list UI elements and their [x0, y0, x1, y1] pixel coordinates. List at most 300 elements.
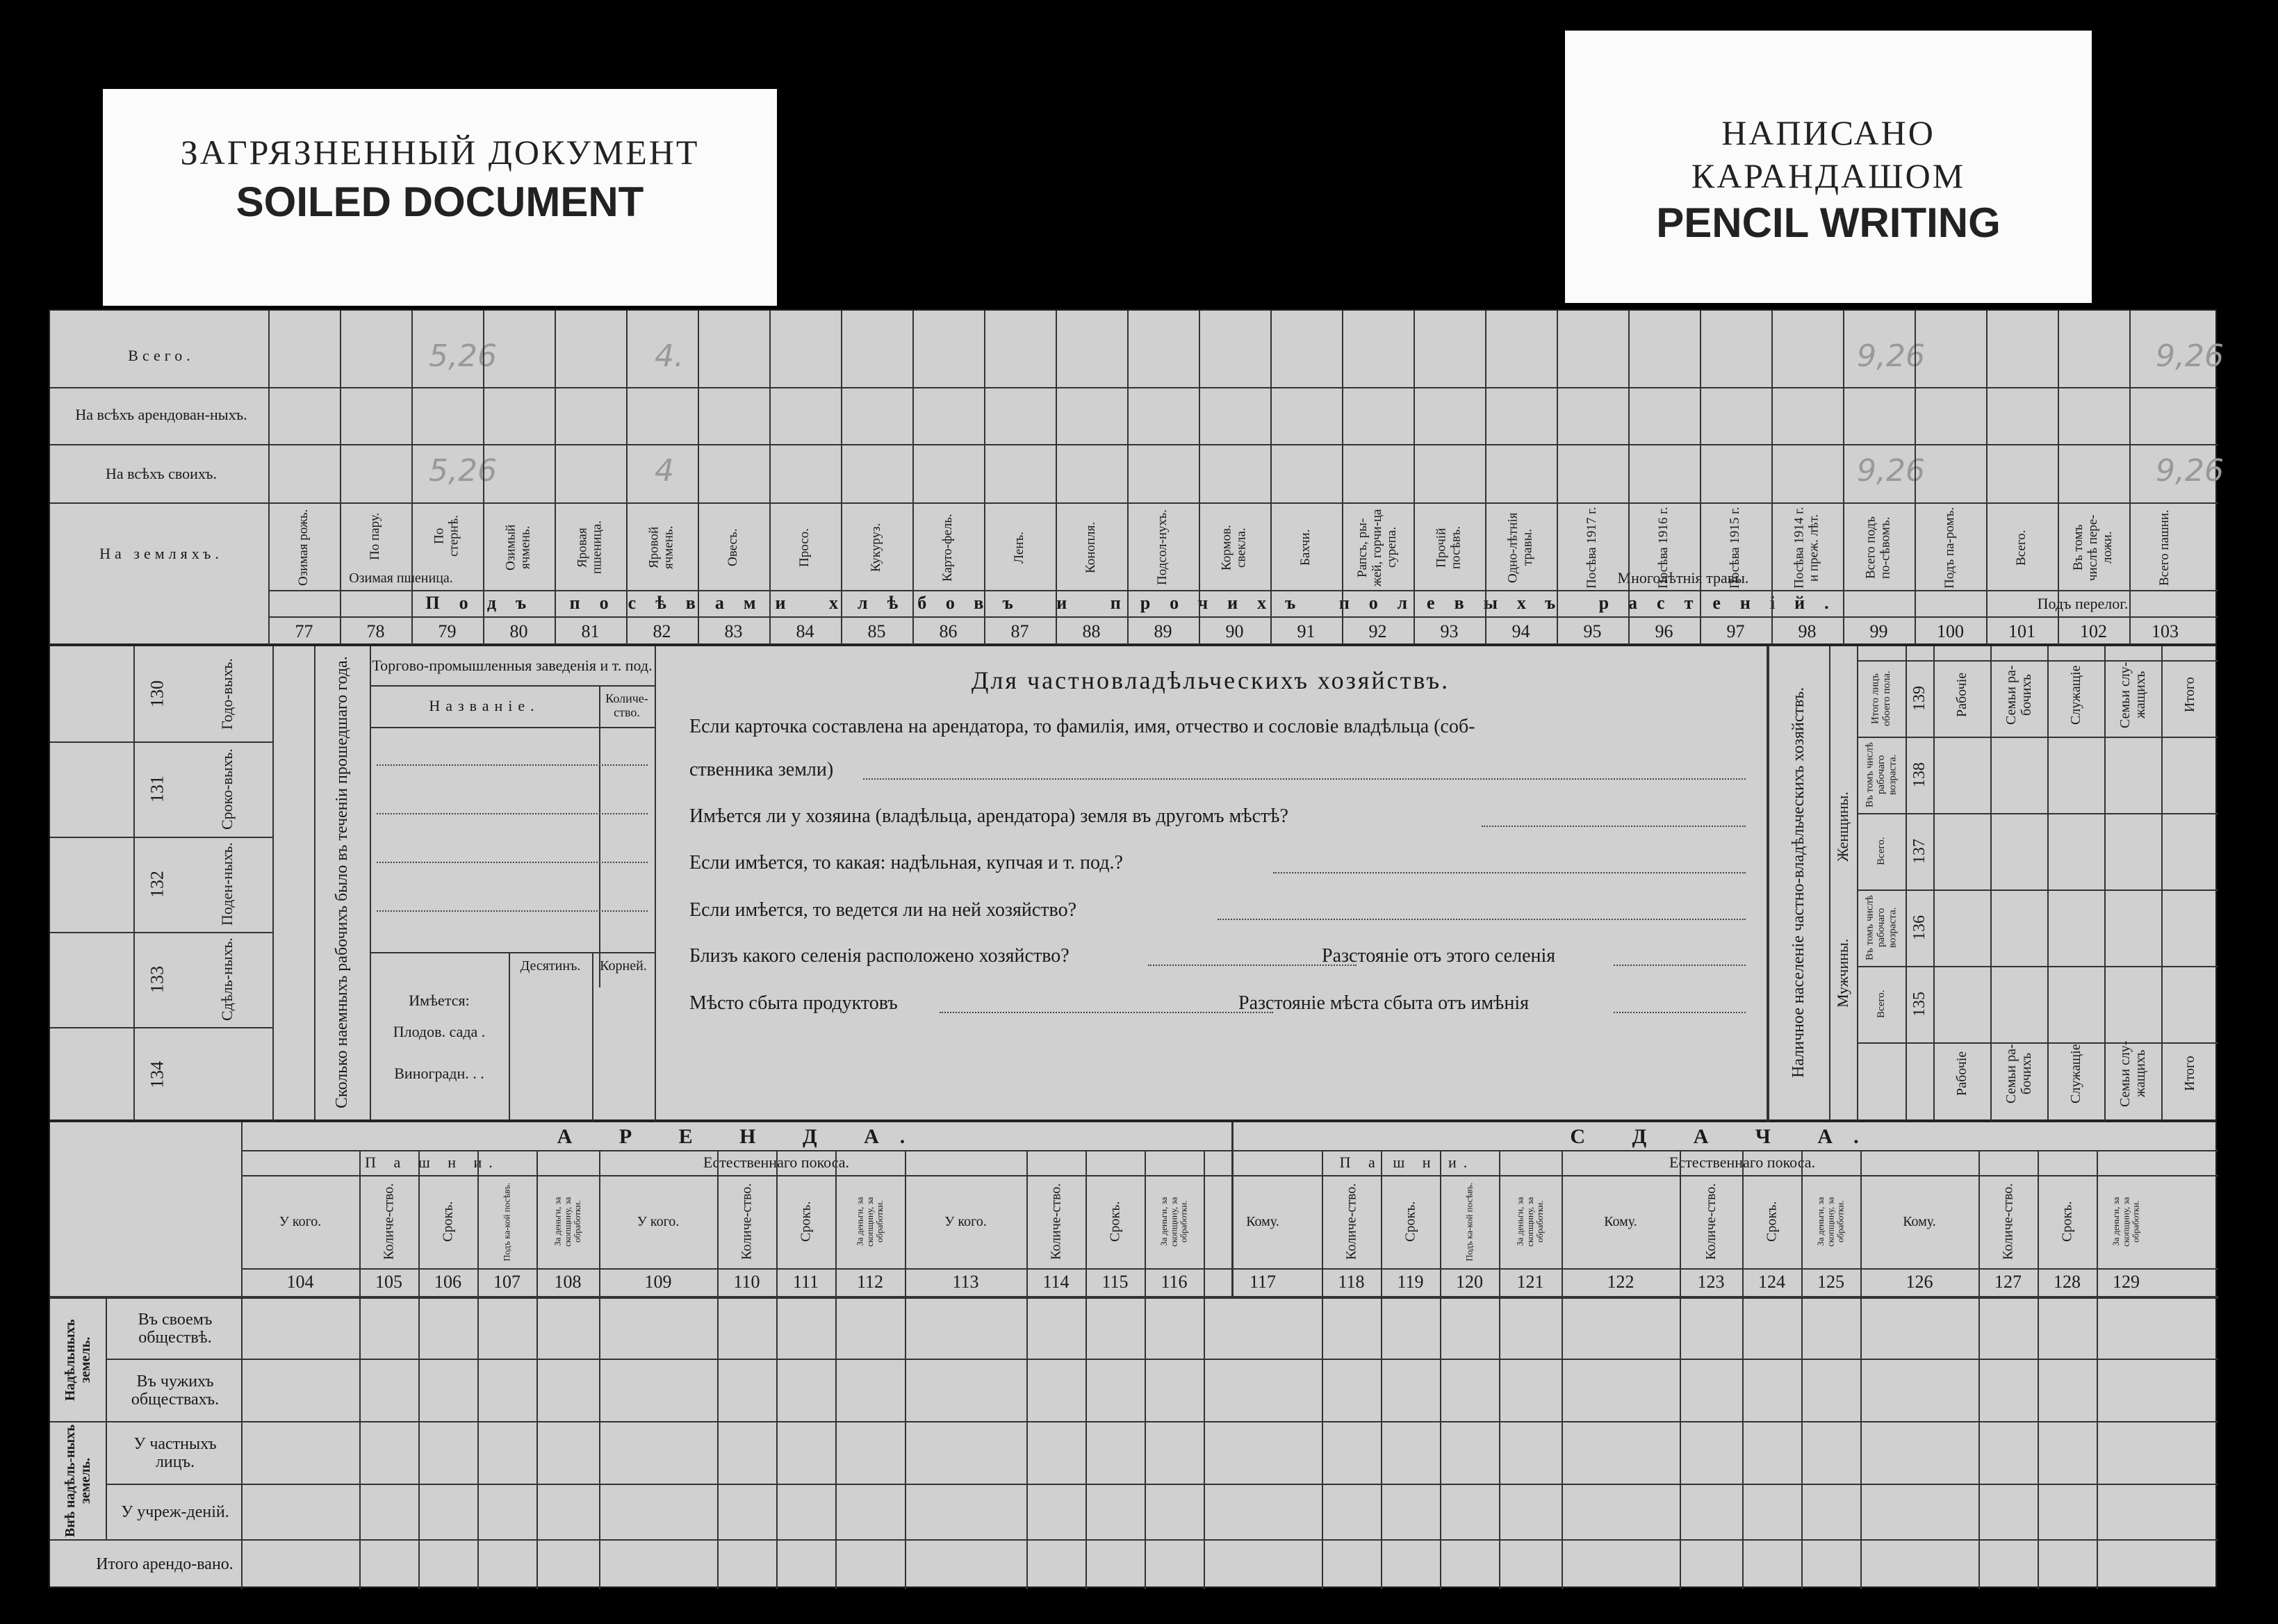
rent-value-cell[interactable] — [418, 1360, 477, 1421]
rent-value-cell[interactable] — [1978, 1485, 2038, 1539]
crop-column-header: Конопля. — [1083, 521, 1099, 574]
crop-value-cell[interactable] — [2058, 387, 2129, 444]
crop-value-cell[interactable] — [555, 387, 626, 444]
crop-column-number: 90 — [1225, 621, 1244, 641]
rent-value-cell[interactable] — [1204, 1299, 1322, 1359]
crop-value-cell[interactable] — [698, 311, 769, 387]
rent-value-cell[interactable] — [1440, 1360, 1499, 1421]
census-card — [49, 309, 2224, 1588]
worker-value-cell[interactable] — [50, 646, 133, 741]
crop-value-cell[interactable] — [1843, 444, 1915, 502]
crop-value-cell[interactable] — [2129, 311, 2201, 387]
rent-value-cell[interactable] — [241, 1541, 359, 1588]
crop-column-number: 82 — [653, 621, 671, 641]
crop-value-cell[interactable] — [1915, 444, 1986, 502]
row-chuzhih: Въ чужихъ обществахъ. — [131, 1372, 220, 1409]
pencil-label-ru-1: НАПИСАНО — [1721, 113, 1935, 152]
crop-value-cell[interactable] — [340, 311, 411, 387]
crop-value-cell[interactable] — [1771, 444, 1843, 502]
crop-value-cell[interactable] — [698, 387, 769, 444]
crop-value-cell[interactable] — [1199, 387, 1270, 444]
rent-value-cell[interactable] — [1562, 1360, 1680, 1421]
crop-value-cell[interactable] — [340, 387, 411, 444]
rent-column-number: 129 — [2113, 1271, 2140, 1292]
crop-value-cell[interactable] — [626, 311, 698, 387]
rent-column-number: 104 — [286, 1271, 314, 1292]
rent-value-cell[interactable] — [1978, 1422, 2038, 1484]
rent-value-cell[interactable] — [905, 1541, 1026, 1588]
worker-number: 130 — [147, 680, 167, 707]
crop-value-cell[interactable] — [268, 444, 340, 502]
rent-value-cell[interactable] — [1145, 1360, 1204, 1421]
crop-column-number: 97 — [1726, 621, 1745, 641]
worker-number: 131 — [147, 776, 167, 803]
rent-value-cell[interactable] — [1860, 1422, 1978, 1484]
rent-column-header: Количе-ство. — [739, 1183, 755, 1261]
rent-value-cell[interactable] — [2097, 1422, 2156, 1484]
middle-section — [49, 645, 2217, 1121]
crop-column-header: Озимый ячмень. — [503, 524, 533, 571]
rent-value-cell[interactable] — [536, 1299, 599, 1359]
rent-value-cell[interactable] — [1381, 1360, 1440, 1421]
rent-value-cell[interactable] — [1381, 1541, 1440, 1588]
rule — [1218, 919, 1746, 920]
private-line-3: Имѣется ли у хозяина (владѣльца, арендатора) земля въ другомъ мѣстѣ? — [689, 805, 1288, 827]
crop-value-cell[interactable] — [984, 387, 1056, 444]
pop-row-number: 136 — [1910, 915, 1928, 940]
rent-value-cell[interactable] — [1978, 1360, 2038, 1421]
torg-title: Торгово-промышленныя заведенія и т. под. — [372, 656, 653, 674]
crop-table — [49, 309, 2224, 645]
crop-value-cell[interactable] — [769, 311, 841, 387]
crop-value-cell[interactable] — [1127, 387, 1199, 444]
rent-value-cell[interactable] — [1742, 1422, 1801, 1484]
crop-value-cell[interactable] — [1199, 311, 1270, 387]
crop-value-cell[interactable] — [2129, 387, 2201, 444]
rent-value-cell[interactable] — [1499, 1360, 1562, 1421]
crop-value-cell[interactable] — [626, 387, 698, 444]
rent-value-cell[interactable] — [1680, 1485, 1742, 1539]
rent-value-cell[interactable] — [2038, 1360, 2097, 1421]
crop-column-number: 78 — [366, 621, 385, 641]
rent-column-number: 111 — [792, 1271, 819, 1292]
crop-value-cell[interactable] — [912, 311, 984, 387]
rent-column-header: Количе-ство. — [2000, 1183, 2016, 1261]
rent-value-cell[interactable] — [1381, 1485, 1440, 1539]
crop-value-cell[interactable] — [268, 311, 340, 387]
rent-value-cell[interactable] — [717, 1360, 776, 1421]
crop-value-cell[interactable] — [1628, 311, 1700, 387]
crop-value-cell[interactable] — [1127, 444, 1199, 502]
rent-value-cell[interactable] — [717, 1485, 776, 1539]
rent-value-cell[interactable] — [599, 1422, 717, 1484]
rent-value-cell[interactable] — [241, 1485, 359, 1539]
pop-row-number: 137 — [1910, 839, 1928, 864]
crop-column-number: 85 — [867, 621, 886, 641]
rent-column-number: 110 — [733, 1271, 760, 1292]
rent-value-cell[interactable] — [776, 1485, 835, 1539]
rent-value-cell[interactable] — [359, 1422, 418, 1484]
rent-value-cell[interactable] — [1742, 1485, 1801, 1539]
crop-value-cell[interactable] — [1986, 311, 2058, 387]
rent-value-cell[interactable] — [2038, 1299, 2097, 1359]
rent-value-cell[interactable] — [1145, 1299, 1204, 1359]
rent-value-cell[interactable] — [835, 1541, 905, 1588]
crop-value-cell[interactable] — [1270, 387, 1342, 444]
crop-column-number: 92 — [1368, 621, 1387, 641]
crop-value-cell[interactable] — [912, 444, 984, 502]
rent-value-cell[interactable] — [2038, 1541, 2097, 1588]
rent-column-header: У кого. — [279, 1214, 322, 1229]
rent-value-cell[interactable] — [1204, 1360, 1322, 1421]
rent-value-cell[interactable] — [1381, 1299, 1440, 1359]
rent-value-cell[interactable] — [1204, 1485, 1322, 1539]
rent-value-cell[interactable] — [477, 1299, 536, 1359]
rent-value-cell[interactable] — [1085, 1422, 1145, 1484]
rent-value-cell[interactable] — [1562, 1422, 1680, 1484]
rent-value-cell[interactable] — [2038, 1485, 2097, 1539]
pencil-own-99: 9,26 — [1857, 453, 1925, 489]
crop-column-number: 83 — [724, 621, 743, 641]
crop-value-cell[interactable] — [1557, 387, 1628, 444]
rent-value-cell[interactable] — [717, 1422, 776, 1484]
crop-value-cell[interactable] — [483, 311, 555, 387]
rent-value-cell[interactable] — [1978, 1541, 2038, 1588]
crop-value-cell[interactable] — [984, 444, 1056, 502]
crop-value-cell[interactable] — [2058, 311, 2129, 387]
crop-column-header: Подсол-нухъ. — [1155, 509, 1170, 586]
rent-value-cell[interactable] — [717, 1299, 776, 1359]
rent-column-number: 115 — [1101, 1271, 1129, 1292]
crop-value-cell[interactable] — [555, 444, 626, 502]
rent-value-cell[interactable] — [536, 1360, 599, 1421]
crop-value-cell[interactable] — [1843, 311, 1915, 387]
rent-value-cell[interactable] — [1860, 1360, 1978, 1421]
rent-value-cell[interactable] — [1680, 1299, 1742, 1359]
rent-value-cell[interactable] — [1742, 1299, 1801, 1359]
rent-value-cell[interactable] — [835, 1422, 905, 1484]
rent-value-cell[interactable] — [536, 1541, 599, 1588]
crop-value-cell[interactable] — [698, 444, 769, 502]
rent-value-cell[interactable] — [776, 1541, 835, 1588]
crop-value-cell[interactable] — [411, 444, 483, 502]
rent-value-cell[interactable] — [1085, 1299, 1145, 1359]
pop-row-number: 139 — [1910, 686, 1928, 711]
pencil-label-ru-2: КАРАНДАШОМ — [1691, 156, 1966, 195]
rent-value-cell[interactable] — [776, 1422, 835, 1484]
crop-column-header: Посѣва 1916 г. — [1656, 507, 1671, 589]
crop-value-cell[interactable] — [984, 311, 1056, 387]
crop-value-cell[interactable] — [1986, 444, 2058, 502]
crop-value-cell[interactable] — [1700, 444, 1771, 502]
crop-value-cell[interactable] — [1199, 444, 1270, 502]
crop-value-cell[interactable] — [1700, 311, 1771, 387]
rent-column-header: Количе-ство. — [381, 1183, 397, 1261]
worker-number: 132 — [147, 871, 167, 898]
rent-value-cell[interactable] — [241, 1360, 359, 1421]
rent-value-cell[interactable] — [536, 1485, 599, 1539]
crop-value-cell[interactable] — [2129, 444, 2201, 502]
rent-value-cell[interactable] — [776, 1299, 835, 1359]
rent-value-cell[interactable] — [599, 1360, 717, 1421]
crop-value-cell[interactable] — [1915, 387, 1986, 444]
rent-value-cell[interactable] — [1978, 1299, 2038, 1359]
rent-value-cell[interactable] — [1499, 1541, 1562, 1588]
rent-value-cell[interactable] — [1440, 1541, 1499, 1588]
rent-value-cell[interactable] — [1860, 1541, 1978, 1588]
rule — [377, 910, 648, 912]
rent-value-cell[interactable] — [1322, 1299, 1381, 1359]
crop-value-cell[interactable] — [1485, 387, 1557, 444]
rent-value-cell[interactable] — [1440, 1299, 1499, 1359]
crop-value-cell[interactable] — [1270, 444, 1342, 502]
rent-value-cell[interactable] — [418, 1299, 477, 1359]
crop-value-cell[interactable] — [555, 311, 626, 387]
crop-value-cell[interactable] — [1485, 311, 1557, 387]
rent-value-cell[interactable] — [1801, 1541, 1860, 1588]
rent-value-cell[interactable] — [1680, 1360, 1742, 1421]
crop-value-cell[interactable] — [1915, 311, 1986, 387]
private-title: Для частновладѣльческихъ хозяйствъ. — [971, 666, 1450, 695]
worker-label — [182, 1027, 272, 1122]
rent-value-cell[interactable] — [1204, 1422, 1322, 1484]
rent-value-cell[interactable] — [1562, 1541, 1680, 1588]
crop-value-cell[interactable] — [1342, 387, 1413, 444]
rent-value-cell[interactable] — [1322, 1541, 1381, 1588]
crop-value-cell[interactable] — [1342, 311, 1413, 387]
rent-column-number: 119 — [1397, 1271, 1424, 1292]
rent-value-cell[interactable] — [1499, 1422, 1562, 1484]
arenda-title: А Р Е Н Д А. — [557, 1124, 926, 1148]
rent-column-number: 105 — [375, 1271, 402, 1292]
rent-value-cell[interactable] — [1322, 1485, 1381, 1539]
crop-value-cell[interactable] — [626, 444, 698, 502]
rent-column-header: Срокъ. — [798, 1201, 814, 1242]
rent-value-cell[interactable] — [1742, 1541, 1801, 1588]
crop-value-cell[interactable] — [1628, 444, 1700, 502]
rent-column-header: Кому. — [1604, 1214, 1637, 1229]
crop-value-cell[interactable] — [1342, 444, 1413, 502]
worker-value-cell[interactable] — [50, 1027, 133, 1122]
crop-value-cell[interactable] — [1127, 311, 1199, 387]
rent-value-cell[interactable] — [1680, 1422, 1742, 1484]
rent-value-cell[interactable] — [1026, 1485, 1085, 1539]
private-line-5: Если имѣется, то ведется ли на ней хозяйство? — [689, 899, 1076, 921]
rule — [1767, 646, 1769, 1122]
rent-value-cell[interactable] — [1026, 1360, 1085, 1421]
rent-value-cell[interactable] — [241, 1422, 359, 1484]
pop-row-label: Итого лицъ обоего пола. — [1869, 671, 1892, 726]
rent-value-cell[interactable] — [1680, 1541, 1742, 1588]
rent-column-number: 114 — [1042, 1271, 1070, 1292]
worker-number: 134 — [147, 1061, 167, 1088]
rent-value-cell[interactable] — [418, 1485, 477, 1539]
rent-value-cell[interactable] — [1145, 1541, 1204, 1588]
rent-value-cell[interactable] — [477, 1485, 536, 1539]
rasst-2: Разстояніе мѣста сбыта отъ имѣнія — [1238, 992, 1529, 1014]
rule — [940, 1012, 1273, 1013]
rent-value-cell[interactable] — [1440, 1422, 1499, 1484]
rent-column-header: Подъ ка-кой посѣвъ. — [501, 1182, 512, 1261]
crop-value-cell[interactable] — [1413, 444, 1485, 502]
rent-value-cell[interactable] — [359, 1485, 418, 1539]
rent-value-cell[interactable] — [536, 1422, 599, 1484]
rent-column-number: 121 — [1516, 1271, 1544, 1292]
rent-value-cell[interactable] — [1499, 1485, 1562, 1539]
rent-value-cell[interactable] — [1322, 1360, 1381, 1421]
crop-value-cell[interactable] — [268, 387, 340, 444]
crop-column-header: Прочій посѣвъ. — [1434, 526, 1464, 569]
crop-value-cell[interactable] — [2058, 444, 2129, 502]
torg-qty-header: Количе-ство. — [605, 691, 648, 719]
crop-column-header: Всего пашни. — [2157, 509, 2172, 586]
rent-value-cell[interactable] — [1860, 1485, 1978, 1539]
crop-column-number: 91 — [1297, 621, 1316, 641]
rent-value-cell[interactable] — [359, 1299, 418, 1359]
rent-value-cell[interactable] — [1562, 1299, 1680, 1359]
arenda-pokos: Естественнаго покоса. — [703, 1153, 849, 1171]
rent-value-cell[interactable] — [2097, 1299, 2156, 1359]
women-label: Женщины. — [1833, 792, 1851, 862]
crop-column-number: 103 — [2152, 621, 2179, 641]
crop-column-header: Яровой ячмень. — [646, 525, 676, 570]
rent-value-cell[interactable] — [776, 1360, 835, 1421]
rule — [599, 685, 600, 987]
crop-value-cell[interactable] — [1986, 387, 2058, 444]
rent-value-cell[interactable] — [1145, 1422, 1204, 1484]
rent-value-cell[interactable] — [905, 1299, 1026, 1359]
rent-value-cell[interactable] — [1085, 1360, 1145, 1421]
rent-value-cell[interactable] — [1801, 1360, 1860, 1421]
rent-column-number: 108 — [554, 1271, 582, 1292]
rent-value-cell[interactable] — [599, 1299, 717, 1359]
rent-value-cell[interactable] — [241, 1299, 359, 1359]
crop-value-cell[interactable] — [483, 387, 555, 444]
rent-value-cell[interactable] — [418, 1541, 477, 1588]
rent-value-cell[interactable] — [1026, 1541, 1085, 1588]
crop-value-cell[interactable] — [841, 311, 912, 387]
crop-value-cell[interactable] — [1413, 311, 1485, 387]
crop-value-cell[interactable] — [769, 387, 841, 444]
rent-value-cell[interactable] — [359, 1360, 418, 1421]
rent-value-cell[interactable] — [835, 1299, 905, 1359]
crop-value-cell[interactable] — [1056, 444, 1127, 502]
crop-value-cell[interactable] — [1056, 311, 1127, 387]
worker-value-cell[interactable] — [50, 741, 133, 837]
rent-value-cell[interactable] — [1801, 1422, 1860, 1484]
rent-value-cell[interactable] — [1085, 1485, 1145, 1539]
rent-value-cell[interactable] — [359, 1541, 418, 1588]
rent-value-cell[interactable] — [1322, 1422, 1381, 1484]
rent-value-cell[interactable] — [905, 1422, 1026, 1484]
pop-row-number: 138 — [1910, 762, 1928, 787]
rent-column-number: 128 — [2054, 1271, 2081, 1292]
crop-value-cell[interactable] — [483, 444, 555, 502]
crop-value-cell[interactable] — [1843, 387, 1915, 444]
rent-value-cell[interactable] — [477, 1541, 536, 1588]
worker-value-cell[interactable] — [50, 837, 133, 932]
pop-col-header-bottom: Рабочіе — [1954, 1051, 1969, 1097]
crop-value-cell[interactable] — [841, 444, 912, 502]
crop-value-cell[interactable] — [1270, 311, 1342, 387]
crop-value-cell[interactable] — [1628, 387, 1700, 444]
rent-value-cell[interactable] — [1801, 1485, 1860, 1539]
rent-value-cell[interactable] — [477, 1422, 536, 1484]
rent-value-cell[interactable] — [835, 1485, 905, 1539]
crop-column-header: Яровая пшеница. — [575, 520, 605, 575]
crop-column-header: Озимая рожь. — [296, 509, 311, 587]
rent-value-cell[interactable] — [2097, 1541, 2156, 1588]
rent-value-cell[interactable] — [1562, 1485, 1680, 1539]
rent-value-cell[interactable] — [2097, 1485, 2156, 1539]
crop-value-cell[interactable] — [1771, 387, 1843, 444]
rent-value-cell[interactable] — [1204, 1541, 1322, 1588]
crop-value-cell[interactable] — [1771, 311, 1843, 387]
crop-value-cell[interactable] — [912, 387, 984, 444]
crop-column-header: Кормов. свекла. — [1219, 525, 1249, 571]
mnogolet-group: Многолѣтнія травы. — [1617, 568, 1749, 587]
crop-value-cell[interactable] — [1485, 444, 1557, 502]
rent-value-cell[interactable] — [1742, 1360, 1801, 1421]
rent-value-cell[interactable] — [477, 1360, 536, 1421]
rent-value-cell[interactable] — [1085, 1541, 1145, 1588]
rule — [377, 764, 648, 766]
crop-value-cell[interactable] — [1056, 387, 1127, 444]
rule — [863, 778, 1746, 780]
rule — [370, 727, 655, 728]
rent-value-cell[interactable] — [1145, 1485, 1204, 1539]
rent-value-cell[interactable] — [599, 1485, 717, 1539]
crop-value-cell[interactable] — [769, 444, 841, 502]
crop-value-cell[interactable] — [411, 387, 483, 444]
rule — [1906, 646, 1907, 1122]
rent-value-cell[interactable] — [905, 1485, 1026, 1539]
rent-value-cell[interactable] — [1860, 1299, 1978, 1359]
rent-value-cell[interactable] — [2038, 1422, 2097, 1484]
rent-column-number: 124 — [1758, 1271, 1785, 1292]
rule — [1273, 872, 1746, 873]
rent-value-cell[interactable] — [717, 1541, 776, 1588]
crop-value-cell[interactable] — [841, 387, 912, 444]
rent-value-cell[interactable] — [1801, 1299, 1860, 1359]
rent-column-number: 122 — [1607, 1271, 1634, 1292]
private-line-2: ственника земли) — [689, 758, 834, 780]
rent-column-header: Количе-ство. — [1703, 1183, 1719, 1261]
crop-value-cell[interactable] — [1557, 444, 1628, 502]
rent-value-cell[interactable] — [1026, 1422, 1085, 1484]
rent-value-cell[interactable] — [905, 1360, 1026, 1421]
crop-value-cell[interactable] — [1557, 311, 1628, 387]
rent-value-cell[interactable] — [835, 1360, 905, 1421]
rent-value-cell[interactable] — [599, 1541, 717, 1588]
rent-value-cell[interactable] — [2097, 1360, 2156, 1421]
crop-value-cell[interactable] — [340, 444, 411, 502]
rent-value-cell[interactable] — [1499, 1299, 1562, 1359]
rent-value-cell[interactable] — [1440, 1485, 1499, 1539]
rent-value-cell[interactable] — [1381, 1422, 1440, 1484]
crop-column-number: 84 — [796, 621, 814, 641]
rent-column-number: 106 — [434, 1271, 461, 1292]
crop-value-cell[interactable] — [1413, 387, 1485, 444]
rule — [106, 1296, 107, 1539]
worker-value-cell[interactable] — [50, 932, 133, 1027]
pencil-total-79: 5,26 — [429, 338, 497, 374]
crop-value-cell[interactable] — [1700, 387, 1771, 444]
rent-value-cell[interactable] — [418, 1422, 477, 1484]
rent-value-cell[interactable] — [1026, 1299, 1085, 1359]
crop-column-number: 98 — [1798, 621, 1817, 641]
crop-value-cell[interactable] — [411, 311, 483, 387]
